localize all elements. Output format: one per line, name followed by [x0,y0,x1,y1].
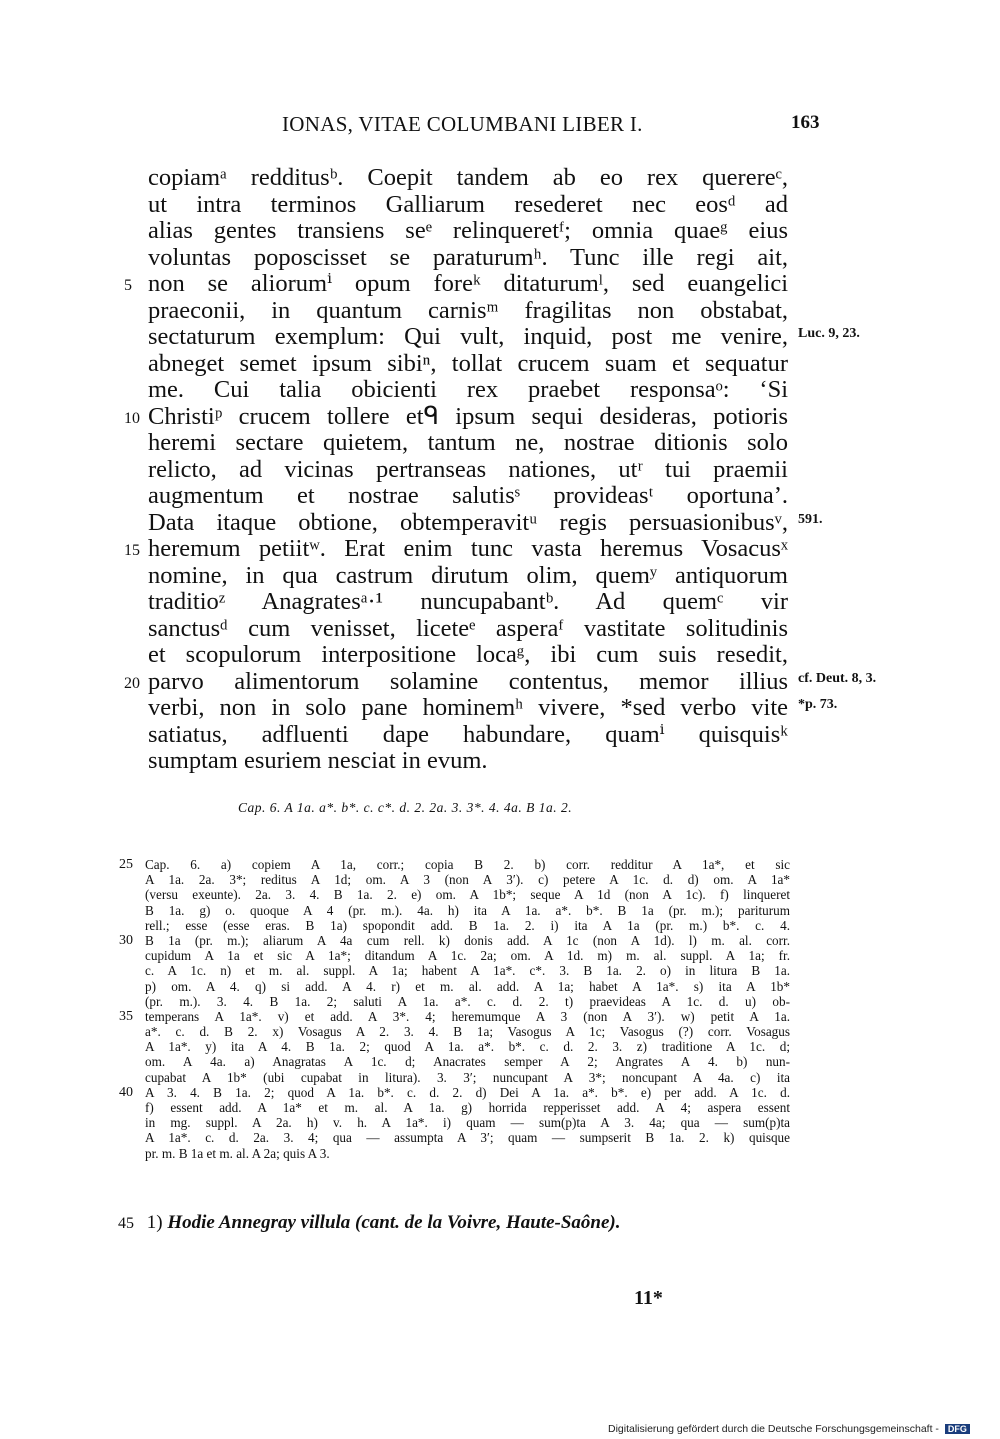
text-line [148,430,788,457]
text-line [148,589,788,616]
apparatus-line-content: (pr. m.). 3. 4. B 1a. 2; saluti A 1a. a*. c. d. 2. t) praevideas A 1c. d. u) ob- [145,993,790,1009]
apparatus-line [145,903,790,918]
main-text [124,164,877,775]
apparatus-line-content: in mg. suppl. A 2a. h) v. h. A 1a*. i) quam — sum(p)ta A 3. 4a; qua — sum(p)ta [145,1115,790,1131]
line-number: 5 [124,277,132,294]
text-line [124,270,788,298]
dfg-notice [608,1423,990,1435]
margin-note: 591. [798,511,823,527]
apparatus-line [145,1039,790,1054]
apparatus-line [119,857,790,872]
apparatus-line-content: A 1a*. y) ita A 4. B 1a. 2; quod A 1a. a*. b*. c. d. 2. 3. z) traditione A 1c. d; [145,1039,790,1055]
text-line-content: non se aliorumⁱ opum foreᵏ ditaturumˡ, sed euangelici [148,270,788,297]
apparatus-line [145,948,790,963]
apparatus-line-content: p) om. A 4. q) si add. A 4. r) et m. al. add. A 1a; habet A 1a*. s) ita A 1b* [145,978,790,994]
apparatus-line-content: A 1a*. c. d. 2a. 3. 4; qua — assumpta A 3′; quam — sumpserit B 1a. 2. k) quisque [145,1130,790,1146]
text-line-content: heremum petiitʷ. Erat enim tunc vasta heremus Vosacusˣ [148,535,788,562]
text-line [148,192,788,219]
text-line-content: Christiᵖ crucem tollere etᑫ ipsum sequi desideras, potioris [148,402,788,430]
apparatus-line [145,1100,790,1115]
text-line-content: me. Cui talia obicienti rex praebet responsaᵒ: ‘Si [148,376,788,403]
apparatus-line-content: rell.; esse (esse eras. B 1a) spopondit add. B 1a. 2. i) ita A 1a (pr. m.) b*. c. 4. [145,917,790,933]
text-line [148,218,788,245]
footnote-text: Hodie Annegray villula (cant. de la Voivre, Haute-Saône). [167,1212,621,1233]
apparatus-line [145,1054,790,1069]
apparatus-line [119,932,790,948]
text-line [148,616,788,643]
text-line [148,508,823,537]
apparatus-line-content: B 1a. g) o. quoque A 4 (pr. m.). 4a. h) ita A 1a. a*. b*. B 1a (pr. m.); pariturum [145,902,790,918]
apparatus-line [145,872,790,887]
apparatus-line-content: f) essent add. A 1a* et m. al. A 1a. g) horrida repperisset add. A 4; aspera essent [145,1100,790,1115]
apparatus-line [145,963,790,978]
footnote-line-number: 45 [118,1215,134,1232]
text-line [148,457,788,484]
line-number: 35 [119,1008,133,1024]
apparatus-line-content: B 1a (pr. m.); aliarum A 4a cum rell. k) donis add. A 1c (non A 1d). l) m. al. corr. [145,932,790,948]
text-line-content: nomine, in qua castrum dirutum olim, quemʸ antiquorum [148,561,788,589]
line-number: 20 [124,674,140,692]
text-line [148,563,788,590]
text-line-content: abneget semet ipsum sibiⁿ, tollat crucem suam et sequatur [148,349,788,377]
margin-note: cf. Deut. 8, 3. [798,670,877,686]
text-line [148,245,788,272]
text-line [148,722,788,749]
margin-note: *p. 73. [798,697,838,712]
apparatus-line [145,887,790,902]
footnote [118,1212,621,1234]
margin-note: Luc. 9, 23. [798,326,860,341]
text-line-content: parvo alimentorum solamine contentus, memor illius [148,667,788,695]
footnote-marker: 1) [146,1212,163,1233]
text-line-content: relicto, ad vicinas pertranseas nationes, utʳ tui praemii [148,455,788,483]
dfg-notice-text: Digitalisierung gefördert durch die Deutsche Forschungsgemeinschaft - [608,1423,939,1435]
text-line [148,694,838,722]
text-line [124,402,788,431]
text-line [148,323,860,351]
text-line [148,483,788,510]
apparatus-line-content: c. A 1c. n) et m. al. suppl. A 1a; habent A 1a*. c*. 3. B 1a. 2. o) in litura B 1a. [145,963,790,979]
line-number: 40 [119,1084,133,1100]
apparatus-line-content: temperans A 1a*. v) et add. A 3*. 4; heremumque A 3 (non A 3′). w) petit A 1a. [145,1008,790,1024]
line-number: 15 [124,542,140,559]
dfg-logo: DFG [945,1424,970,1434]
text-line-content: copiamᵃ redditusᵇ. Coepit tandem ab eo rex querereᶜ, [148,164,788,191]
text-line-content: sanctusᵈ cum venisset, liceteᵉ asperaᶠ vastitate solitudinis [148,614,788,642]
text-line [124,535,788,563]
apparatus-line [145,994,790,1009]
apparatus-line-content: cupabat A 1b* (ubi cupabat in litura). 3. 3′; nuncupant A 3*; noncupant A 4a. c) ita [145,1069,790,1085]
apparatus-line-content: om. A 4a. a) Anagratas A 1c. d; Anacrates semper A 2; Angrates A 4. b) nun- [145,1054,790,1070]
text-line-content: ut intra terminos Galliarum resederet nec eosᵈ ad [148,190,788,218]
text-line [148,298,788,325]
apparatus-line-content: a*. c. d. B 2. x) Vosagus A 2. 3. 4. B 1a; Vasogus A 1c; Vasogus (?) corr. Vosagus [145,1024,790,1040]
apparatus-line [145,979,790,994]
line-number: 10 [124,409,140,427]
text-line-content: Data itaque obtione, obtemperavitᵘ regis persuasionibusᵛ, [148,508,788,536]
text-line-content: et scopulorum interpositione locaᵍ, ibi cum suis resedit, [148,641,788,668]
apparatus-line-content: Cap. 6. a) copiem A 1a, corr.; copia B 2. b) corr. redditur A 1a*, et sic [145,857,790,872]
apparatus-line-content: (versu exeunte). 2a. 3. 4. B 1a. 2. e) om. A 1b*; seque A 1d (non A 1c). f) linqueret [145,887,790,903]
text-line-content: augmentum et nostrae salutisˢ provideasᵗ oportuna’. [148,482,788,509]
running-title: IONAS, VITAE COLUMBANI LIBER I. [282,112,643,136]
text-line-content: alias gentes transiens seᵉ relinqueretᶠ; omnia quaeᵍ eius [148,217,788,244]
text-line [148,748,788,775]
apparatus-line [145,1024,790,1039]
apparatus-line [145,1115,790,1130]
apparatus-line-content: A 1a. 2a. 3*; reditus A 1d; om. A 3 (non A 3′). c) petere A 1c. d. d) om. A 1a* [145,872,790,888]
manuscript-sigla: Cap. 6. A 1a. a*. b*. c. c*. d. 2. 2a. 3. 3*. 4. 4a. B 1a. 2. [238,800,573,815]
text-line [148,377,788,404]
text-line [148,351,788,378]
text-line-content: sumptam esuriem nesciat in evum. [148,747,488,774]
text-line [148,165,788,192]
apparatus-line-content: cupidum A 1a et sic A 1a*; ditandum A 1c. 2a; om. A 1d. m) m. al. suppl. A 1a; fr. [145,948,790,964]
text-line-content: verbi, non in solo pane hominemʰ vivere, *sed verbo vite [148,694,788,721]
apparatus-line [119,1008,790,1024]
text-line-content: satiatus, adfluenti dape habundare, quamⁱ quisquisᵏ [148,720,788,748]
apparatus-line [119,1084,790,1100]
apparatus-line [145,1070,790,1085]
apparatus-line [145,1130,790,1145]
text-line-content: voluntas poposcisset se paraturumʰ. Tunc ille regi ait, [148,243,788,271]
apparatus-line [145,918,790,933]
text-line-content: praeconii, in quantum carnisᵐ fragilitas non obstabat, [148,296,788,324]
critical-apparatus [119,857,790,1161]
text-line-content: sectaturum exemplum: Qui vult, inquid, post me venire, [148,323,788,350]
signature-mark: 11* [634,1287,663,1309]
text-line-content: traditioᶻ Anagratesᵃ·¹ nuncupabantᵇ. Ad quemᶜ vir [148,588,788,615]
line-number: 25 [119,857,133,872]
apparatus-line-content: A 3. 4. B 1a. 2; quod A 1a. b*. c. d. 2. d) Dei A 1a. a*. b*. e) per add. A 1c. d. [145,1084,790,1100]
text-line [124,667,877,696]
apparatus-line [145,1146,790,1161]
text-line-content: heremi sectare quietem, tantum ne, nostrae ditionis solo [148,429,788,456]
page-number: 163 [791,112,820,133]
line-number: 30 [119,932,133,948]
apparatus-line-content: pr. m. B 1a et m. al. A 2a; quis A 3. [145,1145,330,1161]
text-line [148,642,788,669]
